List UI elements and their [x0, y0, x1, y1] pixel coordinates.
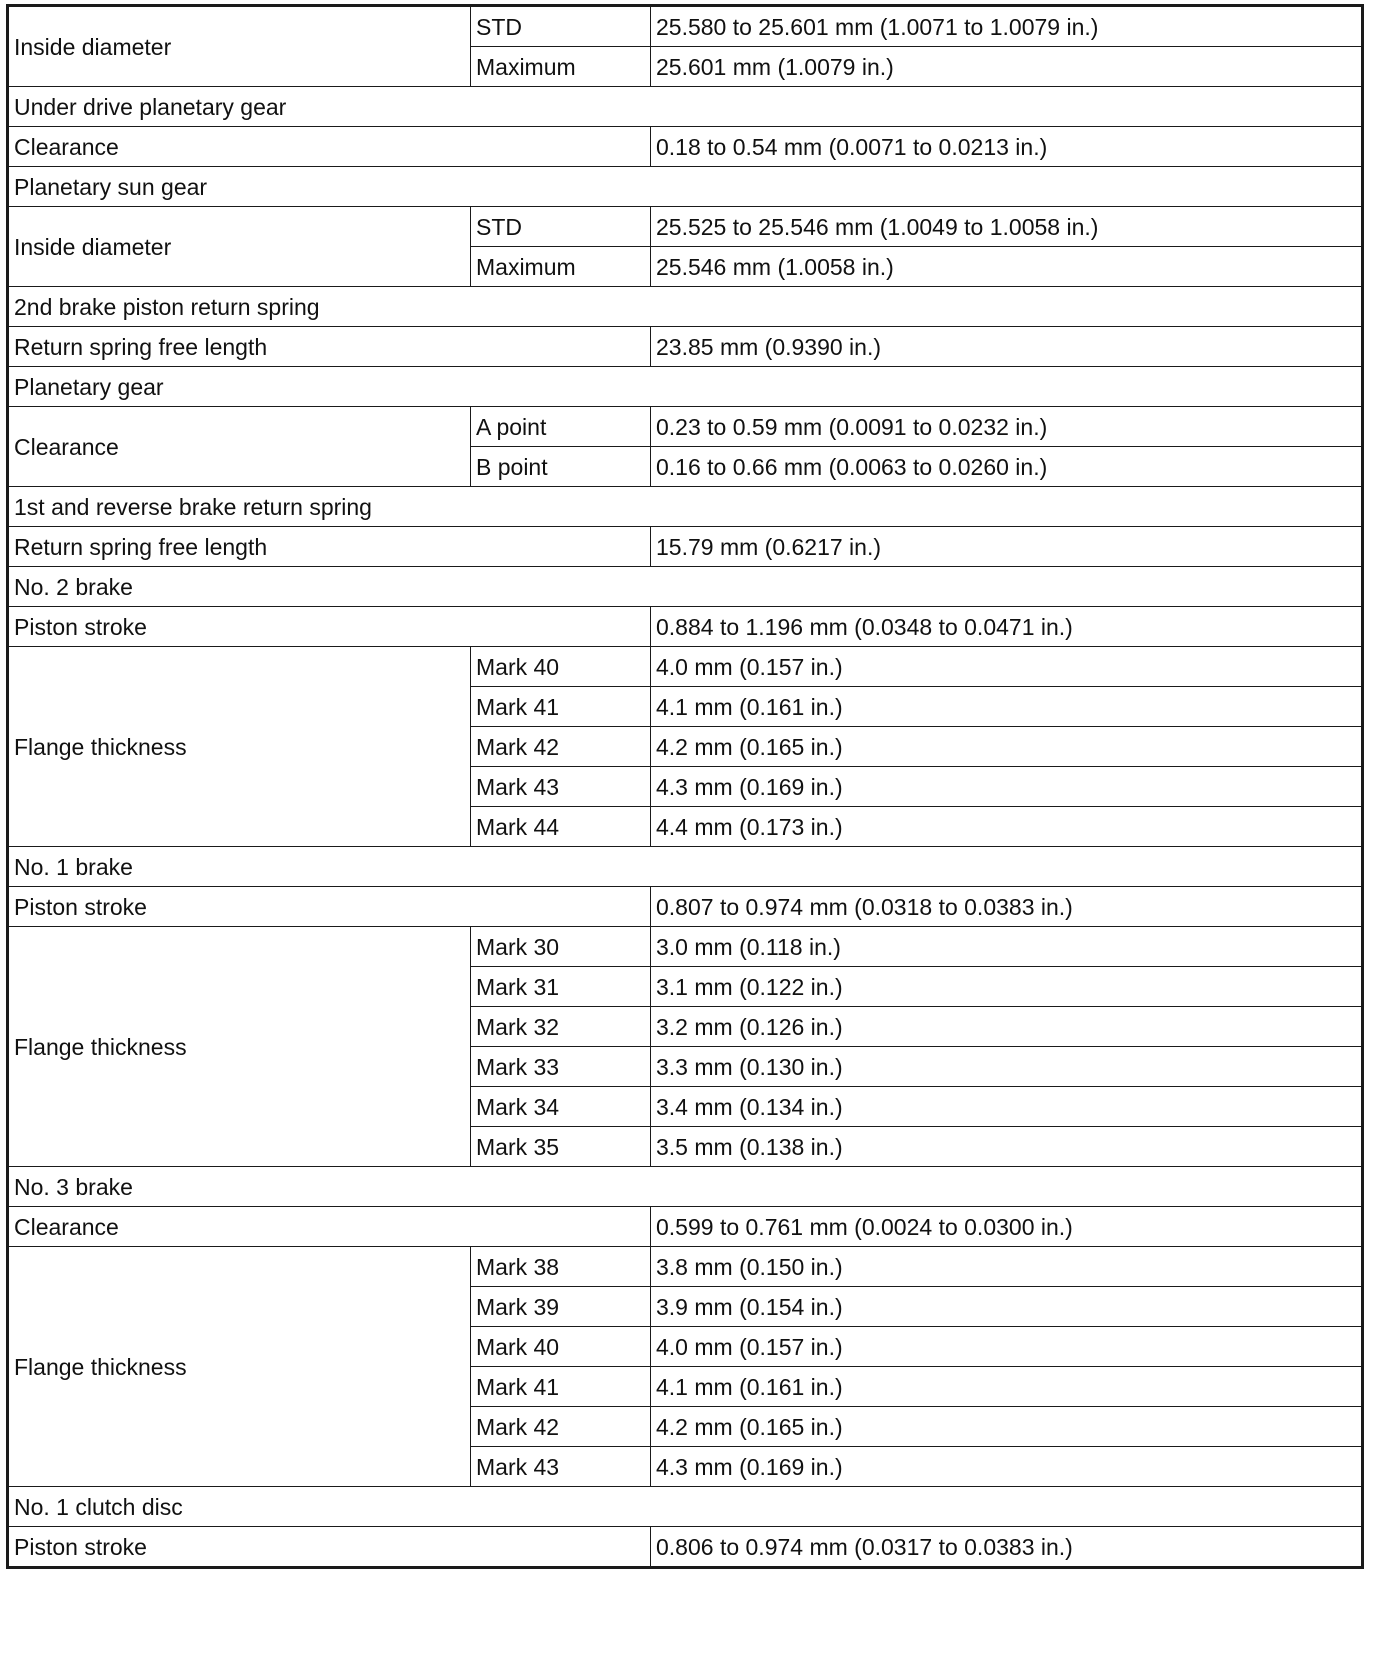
label-cell: Mark 32: [471, 1007, 651, 1047]
section-header-cell: No. 1 brake: [8, 847, 1363, 887]
table-row: [8, 607, 1363, 647]
table-row: [8, 887, 1363, 927]
label-cell: Flange thickness: [8, 1247, 471, 1487]
table-row: [8, 1487, 1363, 1527]
table-row: [8, 287, 1363, 327]
value-cell: 3.9 mm (0.154 in.): [651, 1287, 1363, 1327]
table-row: [8, 167, 1363, 207]
label-cell: Inside diameter: [8, 207, 471, 287]
label-cell: STD: [471, 207, 651, 247]
label-cell: Mark 40: [471, 647, 651, 687]
label-cell: Maximum: [471, 47, 651, 87]
label-cell: Mark 31: [471, 967, 651, 1007]
section-header-cell: 2nd brake piston return spring: [8, 287, 1363, 327]
table-row: [8, 6, 1363, 47]
label-cell: Mark 44: [471, 807, 651, 847]
label-cell: Mark 43: [471, 1447, 651, 1487]
section-header-cell: No. 2 brake: [8, 567, 1363, 607]
value-cell: 4.2 mm (0.165 in.): [651, 727, 1363, 767]
section-header-cell: Planetary gear: [8, 367, 1363, 407]
table-row: [8, 367, 1363, 407]
label-cell: Piston stroke: [8, 607, 651, 647]
value-cell: 3.4 mm (0.134 in.): [651, 1087, 1363, 1127]
label-cell: Return spring free length: [8, 527, 651, 567]
label-cell: Piston stroke: [8, 1527, 651, 1568]
specification-table-body: [8, 6, 1363, 1568]
table-row: [8, 847, 1363, 887]
value-cell: 3.3 mm (0.130 in.): [651, 1047, 1363, 1087]
label-cell: Clearance: [8, 1207, 651, 1247]
section-header-cell: Under drive planetary gear: [8, 87, 1363, 127]
value-cell: 4.3 mm (0.169 in.): [651, 767, 1363, 807]
label-cell: Mark 41: [471, 1367, 651, 1407]
label-cell: Mark 35: [471, 1127, 651, 1167]
table-row: [8, 647, 1363, 687]
section-header-cell: No. 1 clutch disc: [8, 1487, 1363, 1527]
label-cell: Mark 42: [471, 1407, 651, 1447]
section-header-cell: Planetary sun gear: [8, 167, 1363, 207]
value-cell: 15.79 mm (0.6217 in.): [651, 527, 1363, 567]
label-cell: STD: [471, 6, 651, 47]
value-cell: 4.1 mm (0.161 in.): [651, 687, 1363, 727]
value-cell: 25.601 mm (1.0079 in.): [651, 47, 1363, 87]
table-row: [8, 407, 1363, 447]
value-cell: 3.5 mm (0.138 in.): [651, 1127, 1363, 1167]
value-cell: 4.1 mm (0.161 in.): [651, 1367, 1363, 1407]
section-header-cell: No. 3 brake: [8, 1167, 1363, 1207]
table-row: [8, 1247, 1363, 1287]
value-cell: 0.806 to 0.974 mm (0.0317 to 0.0383 in.): [651, 1527, 1363, 1568]
label-cell: B point: [471, 447, 651, 487]
value-cell: 3.2 mm (0.126 in.): [651, 1007, 1363, 1047]
label-cell: Mark 30: [471, 927, 651, 967]
value-cell: 4.0 mm (0.157 in.): [651, 1327, 1363, 1367]
value-cell: 3.0 mm (0.118 in.): [651, 927, 1363, 967]
value-cell: 3.1 mm (0.122 in.): [651, 967, 1363, 1007]
label-cell: Maximum: [471, 247, 651, 287]
value-cell: 4.4 mm (0.173 in.): [651, 807, 1363, 847]
label-cell: Mark 33: [471, 1047, 651, 1087]
table-row: [8, 567, 1363, 607]
label-cell: Mark 34: [471, 1087, 651, 1127]
label-cell: Flange thickness: [8, 647, 471, 847]
specification-table: [6, 4, 1364, 1569]
label-cell: Mark 40: [471, 1327, 651, 1367]
label-cell: Piston stroke: [8, 887, 651, 927]
label-cell: Mark 42: [471, 727, 651, 767]
label-cell: Flange thickness: [8, 927, 471, 1167]
value-cell: 4.3 mm (0.169 in.): [651, 1447, 1363, 1487]
table-row: [8, 1167, 1363, 1207]
value-cell: 4.2 mm (0.165 in.): [651, 1407, 1363, 1447]
label-cell: Return spring free length: [8, 327, 651, 367]
section-header-cell: 1st and reverse brake return spring: [8, 487, 1363, 527]
value-cell: 0.16 to 0.66 mm (0.0063 to 0.0260 in.): [651, 447, 1363, 487]
value-cell: 25.580 to 25.601 mm (1.0071 to 1.0079 in.): [651, 6, 1363, 47]
table-row: [8, 1207, 1363, 1247]
value-cell: 3.8 mm (0.150 in.): [651, 1247, 1363, 1287]
label-cell: Mark 38: [471, 1247, 651, 1287]
value-cell: 25.546 mm (1.0058 in.): [651, 247, 1363, 287]
value-cell: 0.599 to 0.761 mm (0.0024 to 0.0300 in.): [651, 1207, 1363, 1247]
value-cell: 25.525 to 25.546 mm (1.0049 to 1.0058 in.): [651, 207, 1363, 247]
table-row: [8, 87, 1363, 127]
label-cell: Inside diameter: [8, 6, 471, 87]
value-cell: 0.807 to 0.974 mm (0.0318 to 0.0383 in.): [651, 887, 1363, 927]
table-row: [8, 487, 1363, 527]
label-cell: A point: [471, 407, 651, 447]
table-row: [8, 127, 1363, 167]
table-row: [8, 1527, 1363, 1568]
table-row: [8, 527, 1363, 567]
label-cell: Mark 39: [471, 1287, 651, 1327]
label-cell: Mark 41: [471, 687, 651, 727]
label-cell: Clearance: [8, 407, 471, 487]
table-row: [8, 327, 1363, 367]
value-cell: 23.85 mm (0.9390 in.): [651, 327, 1363, 367]
label-cell: Clearance: [8, 127, 651, 167]
value-cell: 4.0 mm (0.157 in.): [651, 647, 1363, 687]
label-cell: Mark 43: [471, 767, 651, 807]
value-cell: 0.18 to 0.54 mm (0.0071 to 0.0213 in.): [651, 127, 1363, 167]
value-cell: 0.23 to 0.59 mm (0.0091 to 0.0232 in.): [651, 407, 1363, 447]
value-cell: 0.884 to 1.196 mm (0.0348 to 0.0471 in.): [651, 607, 1363, 647]
table-row: [8, 207, 1363, 247]
table-row: [8, 927, 1363, 967]
